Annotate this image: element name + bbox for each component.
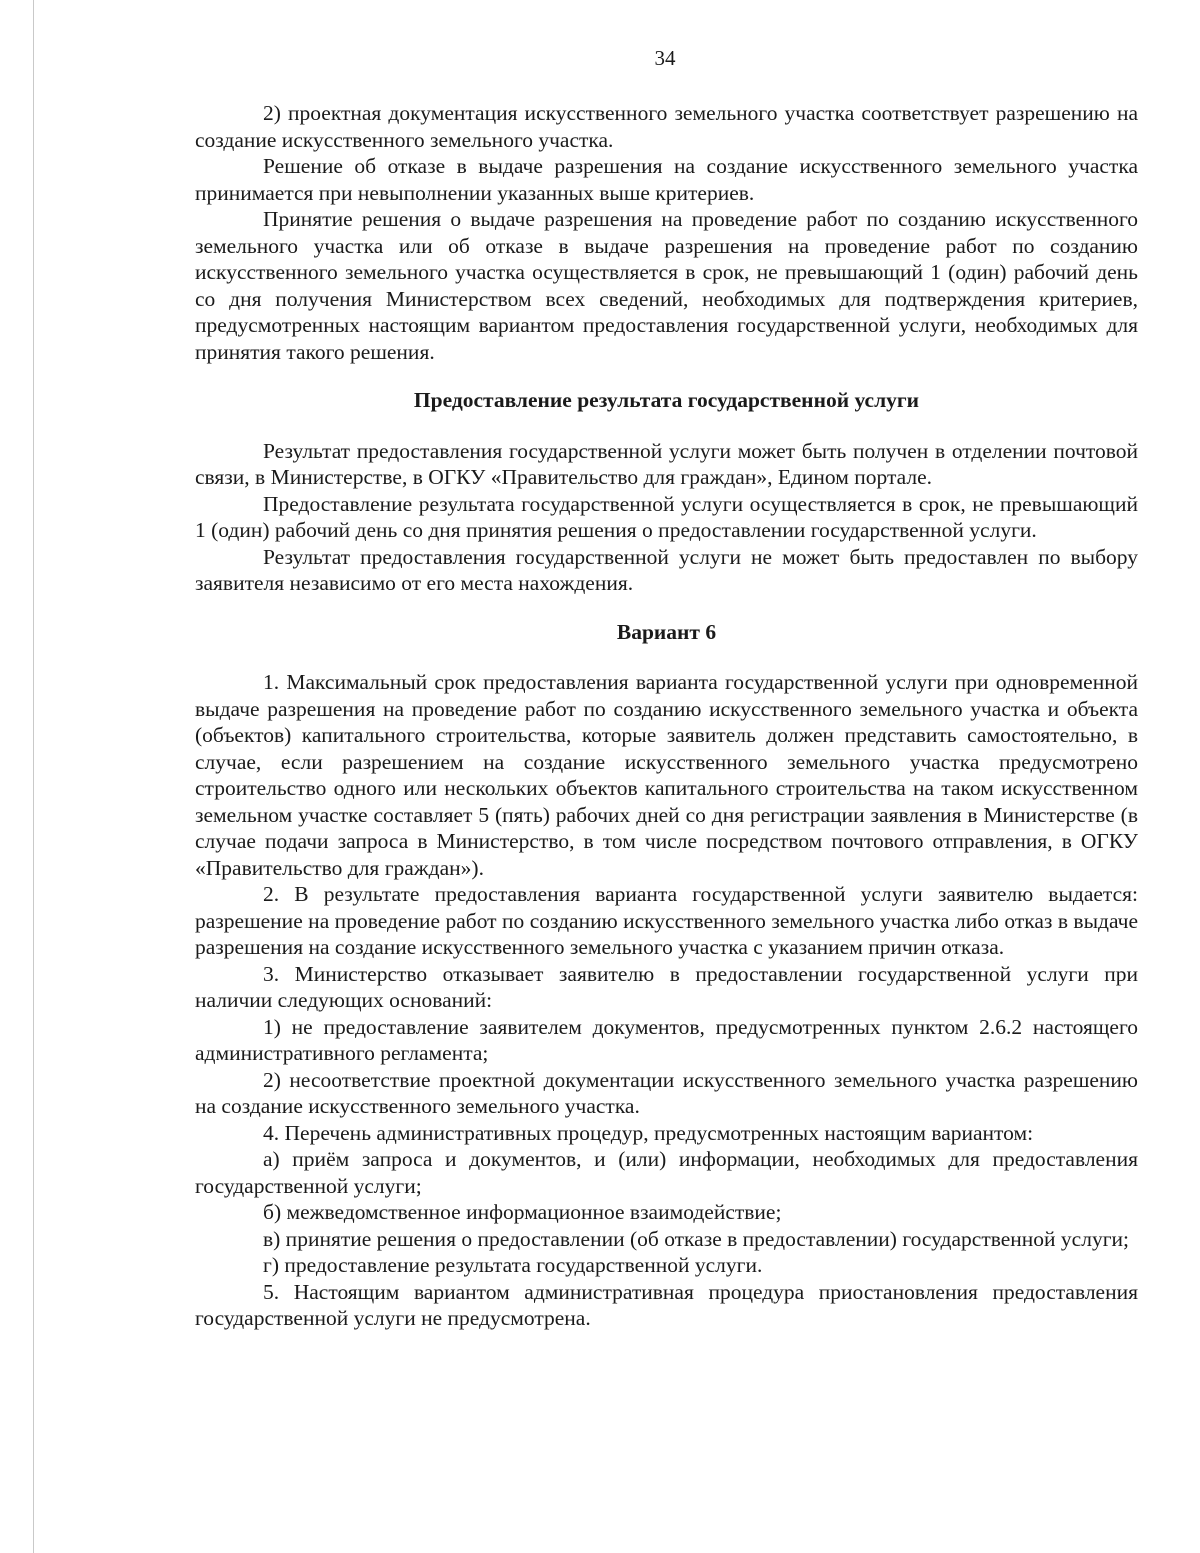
scan-edge-line [33,0,34,1553]
list-item: а) приём запроса и документов, и (или) информации, необходимых для предоставления государственной услуги; [195,1147,1138,1198]
list-item: 1) не предоставление заявителем документов, предусмотренных пунктом 2.6.2 настоящего административного регламента; [195,1014,1138,1065]
document-body [195,100,1138,1332]
list-item: г) предоставление результата государственной услуги. [263,1253,763,1277]
paragraph: Результат предоставления государственной услуги может быть получен в отделении почтовой связи, в Министерстве, в ОГКУ «Правительство для граждан», Едином портале. [195,438,1138,489]
page-number: 34 [654,46,676,70]
paragraph: Предоставление результата государственной услуги осуществляется в срок, не превышающий 1 (один) рабочий день со дня принятия решения о предоставлении государственной услуги. [195,491,1138,542]
paragraph: 5. Настоящим вариантом административная процедура приостановления предоставления государственной услуги не предусмотрена. [195,1279,1138,1330]
paragraph: 3. Министерство отказывает заявителю в предоставлении государственной услуги при наличии следующих оснований: [195,961,1138,1012]
paragraph: Принятие решения о выдаче разрешения на проведение работ по созданию искусственного земельного участка или об отказе в выдаче разрешения на проведение работ по созданию искусственного земельного участка осуществляется в срок, не превышающий 1 (один) рабочий день со дня получения Министерством всех сведений, необходимых для подтверждения критериев, предусмотренных настоящим вариантом предоставления государственной услуги, необходимых для принятия такого решения. [195,207,1138,364]
list-item: в) принятие решения о предоставлении (об отказе в предоставлении) государственной услуги; [263,1226,1130,1251]
section-heading-variant-6: Вариант 6 [616,619,717,644]
paragraph: 1. Максимальный срок предоставления варианта государственной услуги при одновременной выдаче разрешения на проведение работ по созданию искусственного земельного участка и объекта (объектов) капитального строительства, которые заявитель должен представить самостоятельно, в случае, если разрешением на создание искусственного земельного участка предусмотрено строительство одного или нескольких объектов капитального строительства на таком искусственном земельном участке составляет 5 (пять) рабочих дней со дня регистрации заявления в Министерстве (в случае подачи запроса в Министерство, в том числе посредством почтового отправления, в ОГКУ «Правительство для граждан»). [195,670,1138,880]
paragraph: 4. Перечень административных процедур, предусмотренных настоящим вариантом: [263,1120,1034,1145]
paragraph: Решение об отказе в выдаче разрешения на создание искусственного земельного участка принимается при невыполнении указанных выше критериев. [195,154,1138,205]
list-item: 2) несоответствие проектной документации искусственного земельного участка разрешению на создание искусственного земельного участка. [195,1067,1138,1118]
paragraph: 2. В результате предоставления варианта государственной услуги заявителю выдается: разрешение на проведение работ по созданию искусственного земельного участка либо отказ в выдаче разрешения на создание искусственного земельного участка с указанием причин отказа. [195,882,1138,959]
section-heading-result: Предоставление результата государственной услуги [413,388,920,412]
paragraph: 2) проектная документация искусственного земельного участка соответствует разрешению на создание искусственного земельного участка. [195,101,1138,152]
paragraph: Результат предоставления государственной услуги не может быть предоставлен по выбору заявителя независимо от его места нахождения. [195,544,1138,595]
list-item: б) межведомственное информационное взаимодействие; [263,1200,782,1224]
